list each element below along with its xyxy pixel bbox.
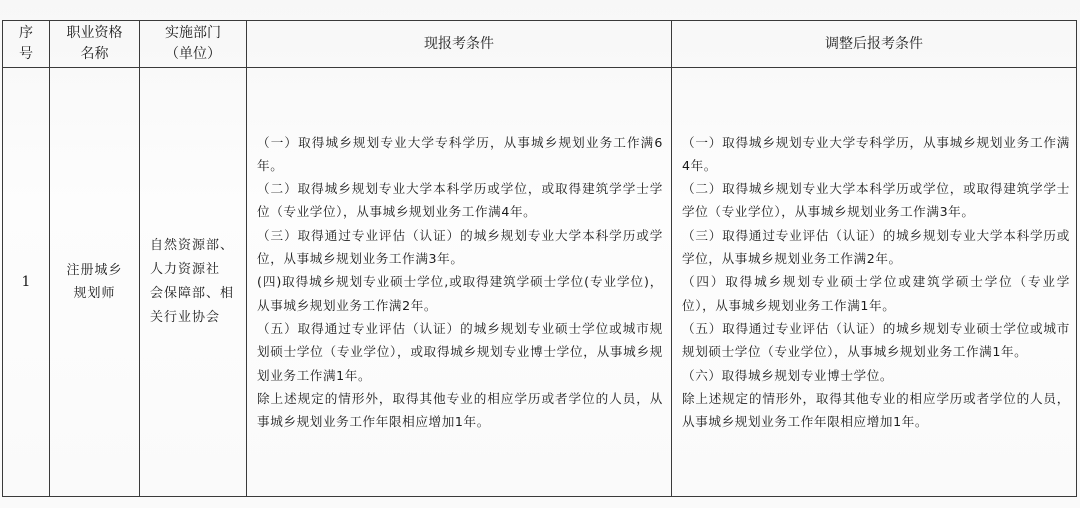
adjusted-condition-3: （三）取得通过专业评估（认证）的城乡规划专业大学本科学历或学位，从事城乡规划业务工作满2年。	[682, 227, 1070, 267]
current-condition-note: 除上述规定的情形外，取得其他专业的相应学历或者学位的人员，从事城乡规划业务工作年限相应增加1年。	[257, 390, 663, 430]
row-dept-line-1: 自然资源部、	[150, 238, 235, 253]
header-dept-line-2: （单位）	[165, 46, 221, 62]
adjusted-condition-6: （六）取得城乡规划专业博士学位。	[682, 367, 894, 383]
row-name-line-1: 注册城乡	[66, 263, 123, 278]
header-serial-line-2: 号	[19, 46, 33, 62]
row-dept-line-4: 关行业协会	[150, 310, 221, 325]
header-dept-line-1: 实施部门	[165, 25, 221, 41]
current-condition-1: （一）取得城乡规划专业大学专科学历，从事城乡规划业务工作满6年。	[257, 134, 663, 173]
header-name-line-2: 名称	[80, 46, 109, 62]
current-condition-2: （二）取得城乡规划专业大学本科学历或学位，或取得建筑学学士学位（专业学位），从事城乡规划业务工作满4年。	[257, 181, 663, 220]
header-name-line-1: 职业资格	[66, 25, 123, 41]
table-header-row	[3, 21, 1077, 68]
header-qualification-name	[50, 21, 140, 68]
row-implementing-department	[140, 68, 247, 497]
table-row	[3, 68, 1077, 497]
header-implementing-department	[140, 21, 247, 68]
row-dept-line-2: 人力资源社	[150, 262, 221, 277]
header-current-conditions: 现报考条件	[247, 21, 672, 68]
adjusted-condition-5: （五）取得通过专业评估（认证）的城乡规划专业硕士学位或城市规划硕士学位（专业学位），从事城乡规划业务工作满1年。	[682, 320, 1070, 360]
row-dept-line-3: 会保障部、相	[150, 286, 235, 301]
row-serial-number: 1	[3, 68, 50, 497]
header-serial-line-1: 序	[19, 25, 33, 41]
current-condition-5: （五）取得通过专业评估（认证）的城乡规划专业硕士学位或城市规划硕士学位（专业学位），或取得城乡规划专业博士学位，从事城乡规划业务工作满1年。	[257, 320, 663, 383]
row-qualification-name	[50, 68, 140, 497]
adjusted-condition-1: （一）取得城乡规划专业大学专科学历，从事城乡规划业务工作满4年。	[682, 134, 1070, 173]
row-name-line-2: 规划师	[73, 286, 116, 301]
adjusted-condition-2: （二）取得城乡规划专业大学本科学历或学位，或取得建筑学学士学位（专业学位），从事城乡规划业务工作满3年。	[682, 181, 1070, 220]
current-condition-4: (四)取得城乡规划专业硕士学位,或取得建筑学硕士学位(专业学位)，从事城乡规划业务工作满2年。	[257, 274, 663, 313]
row-adjusted-conditions	[672, 68, 1077, 497]
row-current-conditions	[247, 68, 672, 497]
adjusted-condition-4: （四）取得城乡规划专业硕士学位或建筑学硕士学位（专业学位），从事城乡规划业务工作满1年。	[682, 274, 1070, 313]
header-serial-number	[3, 21, 50, 68]
qualification-table	[2, 20, 1077, 497]
adjusted-condition-note: 除上述规定的情形外，取得其他专业的相应学历或者学位的人员，从事城乡规划业务工作年限相应增加1年。	[682, 390, 1070, 430]
header-adjusted-conditions: 调整后报考条件	[672, 21, 1077, 68]
current-condition-3: （三）取得通过专业评估（认证）的城乡规划专业大学本科学历或学位，从事城乡规划业务工作满3年。	[257, 227, 663, 267]
